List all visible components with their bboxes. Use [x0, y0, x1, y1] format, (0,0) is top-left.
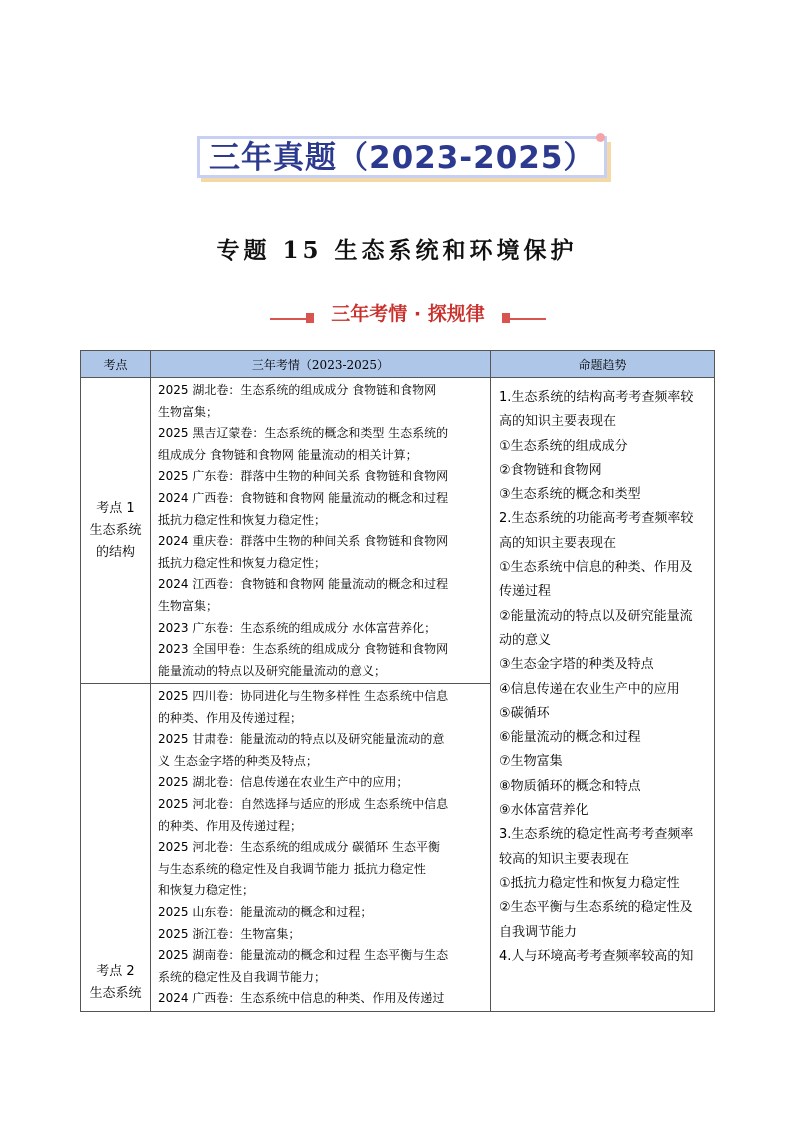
trend-line: ⑥能量流动的概念和过程: [499, 730, 641, 746]
exams-cell: [151, 378, 491, 684]
table-row: [81, 378, 715, 684]
exam-line: 生物富集；: [158, 404, 219, 419]
trend-line: ②能量流动的特点以及研究能量流: [499, 608, 693, 624]
exam-line: 2025 甘肃卷：能量流动的特点以及研究能量流动的意: [158, 732, 445, 747]
trend-line: 高的知识主要表现在: [499, 414, 617, 430]
subheading-text: 三年考情 · 探规律: [331, 303, 485, 325]
trend-line: 传递过程: [499, 584, 552, 600]
trend-line: ②食物链和食物网: [499, 462, 602, 478]
exam-line: 2025 湖南卷：能量流动的概念和过程 生态平衡与生态: [158, 948, 449, 963]
kaodian-line: 的结构: [95, 544, 135, 560]
kaodian-cell: [81, 378, 151, 684]
header-exams: 三年考情（2023-2025）: [151, 351, 491, 378]
exam-line: 2023 全国甲卷：生态系统的组成成分 食物链和食物网: [158, 642, 449, 657]
exam-line: 系统的稳定性及自我调节能力；: [158, 969, 327, 984]
exam-line: 2024 江西卷：食物链和食物网 能量流动的概念和过程: [158, 577, 449, 592]
year-banner: [197, 136, 613, 184]
trend-line: ①生态系统的组成成分: [499, 438, 628, 454]
kaodian-line: 生态系统: [89, 522, 142, 538]
trend-cell: [491, 378, 715, 1012]
exam-line: 2025 黑吉辽蒙卷：生态系统的概念和类型 生态系统的: [158, 426, 449, 441]
header-trend: 命题趋势: [491, 351, 715, 378]
exam-line: 2024 广西卷：食物链和食物网 能量流动的概念和过程: [158, 490, 449, 505]
trend-line: ①生态系统中信息的种类、作用及: [499, 560, 693, 576]
exam-line: 2025 河北卷：自然选择与适应的形成 生态系统中信息: [158, 796, 449, 811]
exam-line: 抵抗力稳定性和恢复力稳定性；: [158, 555, 327, 570]
trend-line: ⑧物质循环的概念和特点: [499, 778, 641, 794]
exam-line: 与生态系统的稳定性及自我调节能力 抵抗力稳定性: [158, 861, 426, 876]
exam-line: 2025 广东卷：群落中生物的种间关系 食物链和食物网: [158, 469, 449, 484]
trend-line: 较高的知识主要表现在: [499, 851, 630, 867]
trend-line: 高的知识主要表现在: [499, 535, 617, 551]
trend-line: ③生态系统的概念和类型: [499, 487, 641, 503]
exam-line: 2023 广东卷：生态系统的组成成分 水体富营养化；: [158, 620, 437, 635]
trend-line: 4.人与环境高考考查频率较高的知: [499, 948, 694, 964]
exam-line: 2025 四川卷：协同进化与生物多样性 生态系统中信息: [158, 689, 449, 703]
kaodian-label: [81, 498, 150, 564]
trend-line: ②生态平衡与生态系统的稳定性及: [499, 900, 693, 916]
kaodian-cell: [81, 684, 151, 1012]
trend-line: 3.生态系统的稳定性高考考查频率: [499, 827, 694, 843]
exam-line: 2025 山东卷：能量流动的概念和过程；: [158, 904, 373, 919]
trend-line: 动的意义: [499, 632, 552, 648]
exam-list: [151, 684, 490, 1010]
exams-cell: [151, 684, 491, 1012]
exam-line: 抵抗力稳定性和恢复力稳定性；: [158, 512, 327, 527]
exam-line: 2024 重庆卷：群落中生物的种间关系 食物链和食物网: [158, 534, 449, 549]
trend-line: ⑨水体富营养化: [499, 803, 589, 819]
trend-line: ⑤碳循环: [499, 705, 550, 721]
exam-line: 2024 广西卷：生态系统中信息的种类、作用及传递过: [158, 991, 445, 1006]
trend-line: ③生态金字塔的种类及特点: [499, 657, 654, 673]
banner-dot-icon: [596, 133, 605, 142]
trend-line: ④信息传递在农业生产中的应用: [499, 681, 680, 697]
trend-line: ①抵抗力稳定性和恢复力稳定性: [499, 875, 680, 891]
exam-line: 和恢复力稳定性；: [158, 883, 255, 898]
exam-line: 组成成分 食物链和食物网 能量流动的相关计算；: [158, 447, 418, 462]
trend-line: 自我调节能力: [499, 924, 578, 940]
kaodian-line: 考点 1: [96, 500, 135, 516]
exam-line: 的种类、作用及传递过程；: [158, 818, 303, 833]
exam-line: 义 生态金字塔的种类及特点；: [158, 753, 318, 768]
header-kaodian: 考点: [81, 351, 151, 378]
trend-list: [491, 378, 714, 969]
kaodian-line: 生态系统: [89, 986, 142, 1001]
trend-line: 1.生态系统的结构高考考查频率较: [499, 390, 694, 405]
subheading-line-right: [502, 318, 546, 320]
exam-line: 生物富集；: [158, 598, 219, 613]
exam-line: 的种类、作用及传递过程；: [158, 710, 303, 725]
exam-list: [151, 378, 490, 682]
exam-line: 能量流动的特点以及研究能量流动的意义；: [158, 663, 387, 678]
exam-line: 2025 湖北卷：信息传递在农业生产中的应用；: [158, 775, 409, 790]
trend-line: ⑦生物富集: [499, 754, 563, 770]
banner-text: 三年真题（2023-2025）: [209, 140, 596, 176]
exam-table: [80, 350, 715, 1012]
trend-line: 2.生态系统的功能高考考查频率较: [499, 511, 694, 527]
section-subheading: [270, 300, 546, 328]
table-header-row: [81, 351, 715, 378]
page-title: 专题 15 生态系统和环境保护: [216, 237, 578, 264]
kaodian-line: 考点 2: [96, 964, 135, 979]
exam-line: 2025 浙江卷：生物富集；: [158, 926, 301, 941]
exam-line: 2025 湖北卷：生态系统的组成成分 食物链和食物网: [158, 383, 437, 397]
exam-line: 2025 河北卷：生态系统的组成成分 碳循环 生态平衡: [158, 840, 440, 855]
subheading-square-left-icon: [306, 313, 314, 323]
kaodian-label: [81, 961, 150, 1011]
